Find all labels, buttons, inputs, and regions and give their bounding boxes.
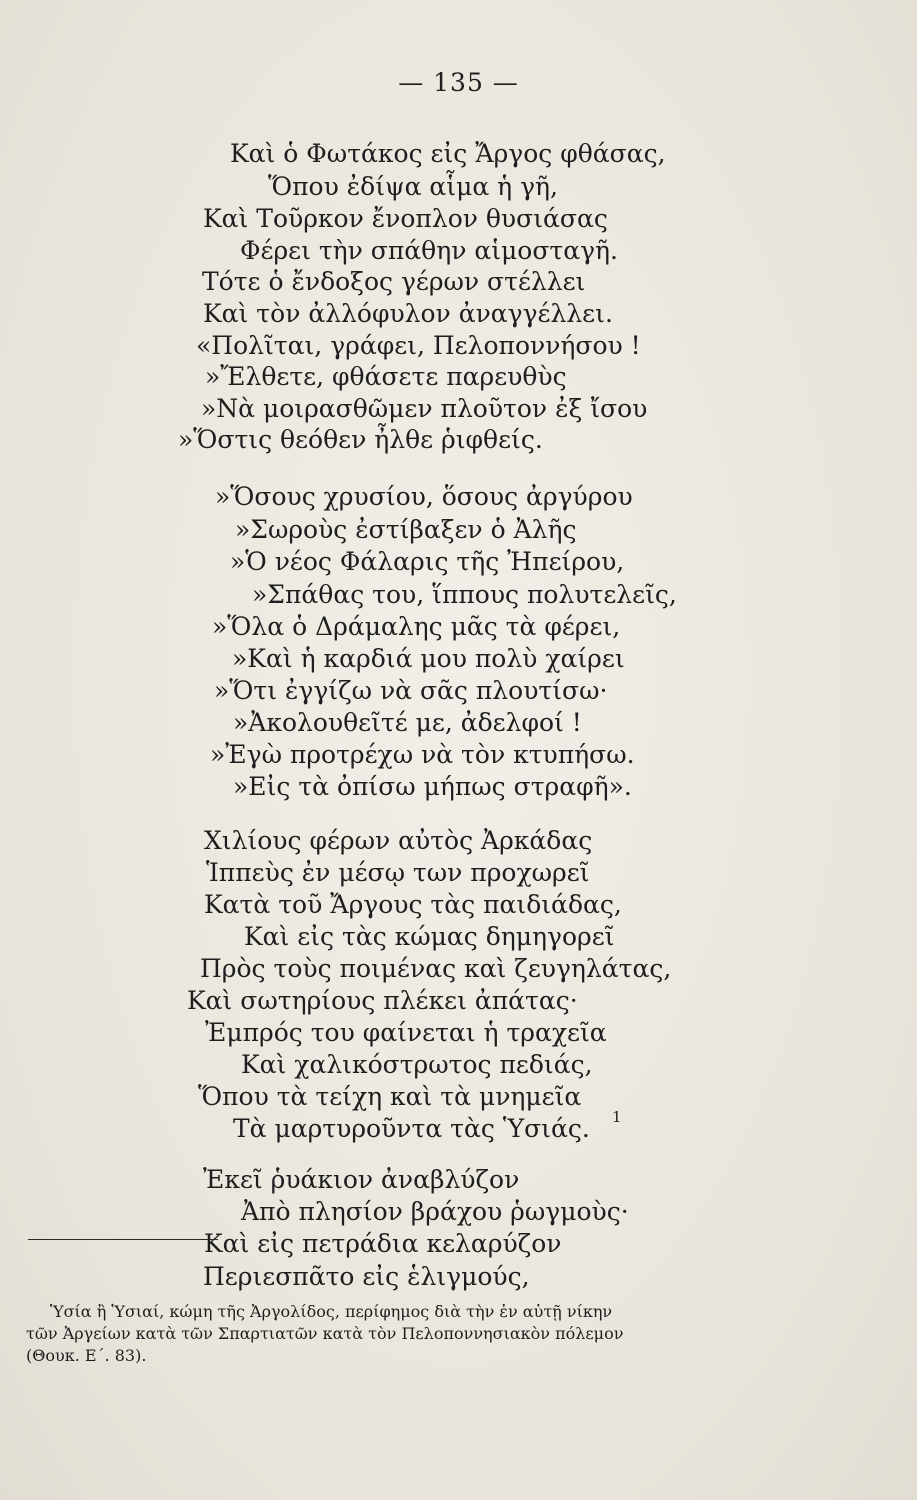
verse-line: »Ὅτι ἐγγίζω νὰ σᾶς πλουτίσω·: [214, 676, 608, 705]
verse-line: »Ὁ νέος Φάλαρις τῆς Ἠπείρου,: [230, 547, 625, 576]
verse-line: »Ἀκολουθεῖτέ με, ἀδελφοί !: [233, 708, 582, 737]
verse-line: »Ὅσους χρυσίου, ὅσους ἀργύρου: [215, 482, 633, 511]
verse-line: Περιεσπᾶτο εἰς ἑλιγμούς,: [203, 1262, 530, 1291]
footnote-line: τῶν Ἀργείων κατὰ τῶν Σπαρτιατῶν κατὰ τὸν Πελοποννησιακὸν πόλεμον: [26, 1324, 624, 1343]
footnote-rule: [28, 1239, 218, 1240]
verse-line: »Σωροὺς ἐστίβαξεν ὁ Ἀλῆς: [235, 515, 577, 544]
verse-line: »Νὰ μοιρασθῶμεν πλοῦτον ἐξ ἴσου: [201, 394, 648, 423]
verse-line: Ὅπου ἐδίψα αἷμα ἡ γῆ,: [268, 172, 558, 201]
verse-line: Κατὰ τοῦ Ἄργους τὰς παιδιάδας,: [204, 890, 622, 919]
verse-line: Ἐκεῖ ῥυάκιον ἀναβλύζον: [203, 1165, 520, 1194]
verse-line: Τότε ὁ ἔνδοξος γέρων στέλλει: [202, 267, 586, 296]
verse-line: Φέρει τὴν σπάθην αἱμοσταγῆ.: [240, 236, 618, 265]
verse-line: «Πολῖται, γράφει, Πελοποννήσου !: [196, 331, 641, 360]
verse-line: »Ὅστις θεόθεν ἦλθε ῥιφθείς.: [178, 425, 543, 454]
verse-line: Καὶ χαλικόστρωτος πεδιάς,: [241, 1050, 593, 1079]
verse-line: Καὶ ὁ Φωτάκος εἰς Ἄργος φθάσας,: [230, 139, 666, 168]
verse-line: Πρὸς τοὺς ποιμένας καὶ ζευγηλάτας,: [200, 954, 672, 983]
verse-line: Ἐμπρός του φαίνεται ἡ τραχεῖα: [205, 1018, 607, 1047]
verse-line: Καὶ τὸν ἀλλόφυλον ἀναγγέλλει.: [203, 299, 613, 328]
verse-line: Ἀπὸ πλησίον βράχου ῥωγμοὺς·: [241, 1197, 629, 1226]
verse-line: Καὶ εἰς τὰς κώμας δημηγορεῖ: [244, 922, 615, 951]
footnote-line: (Θουκ. Ε΄. 83).: [26, 1346, 147, 1365]
verse-line: Καὶ Τοῦρκον ἔνοπλον θυσιάσας: [203, 204, 608, 233]
verse-line: Ἱππεὺς ἐν μέσῳ των προχωρεῖ: [206, 858, 590, 887]
verse-line: Χιλίους φέρων αὐτὸς Ἀρκάδας: [204, 826, 593, 855]
verse-line: Ὅπου τὰ τείχη καὶ τὰ μνημεῖα: [198, 1082, 582, 1111]
footnote-reference: 1: [612, 1108, 622, 1126]
page-number: — 135 —: [398, 68, 519, 97]
verse-line: »Ὅλα ὁ Δράμαλης μᾶς τὰ φέρει,: [212, 612, 621, 641]
verse-line: Καὶ σωτηρίους πλέκει ἀπάτας·: [187, 986, 578, 1015]
verse-line: Καὶ εἰς πετράδια κελαρύζον: [204, 1229, 562, 1258]
verse-line: Τὰ μαρτυροῦντα τὰς Ὑσιάς.: [233, 1114, 590, 1143]
verse-line: »Εἰς τὰ ὀπίσω μήπως στραφῆ».: [233, 772, 632, 801]
verse-line: »Ἔλθετε, φθάσετε παρευθὺς: [205, 362, 567, 391]
verse-line: »Ἐγὼ προτρέχω νὰ τὸν κτυπήσω.: [210, 740, 635, 769]
footnote-line: Ὑσία ἢ Ὑσιαί, κώμη τῆς Ἀργολίδος, περίφημος διὰ τὴν ἐν αὐτῇ νίκην: [50, 1302, 613, 1321]
verse-line: »Καὶ ἡ καρδιά μου πολὺ χαίρει: [232, 644, 625, 673]
verse-line: »Σπάθας του, ἵππους πολυτελεῖς,: [252, 580, 677, 609]
